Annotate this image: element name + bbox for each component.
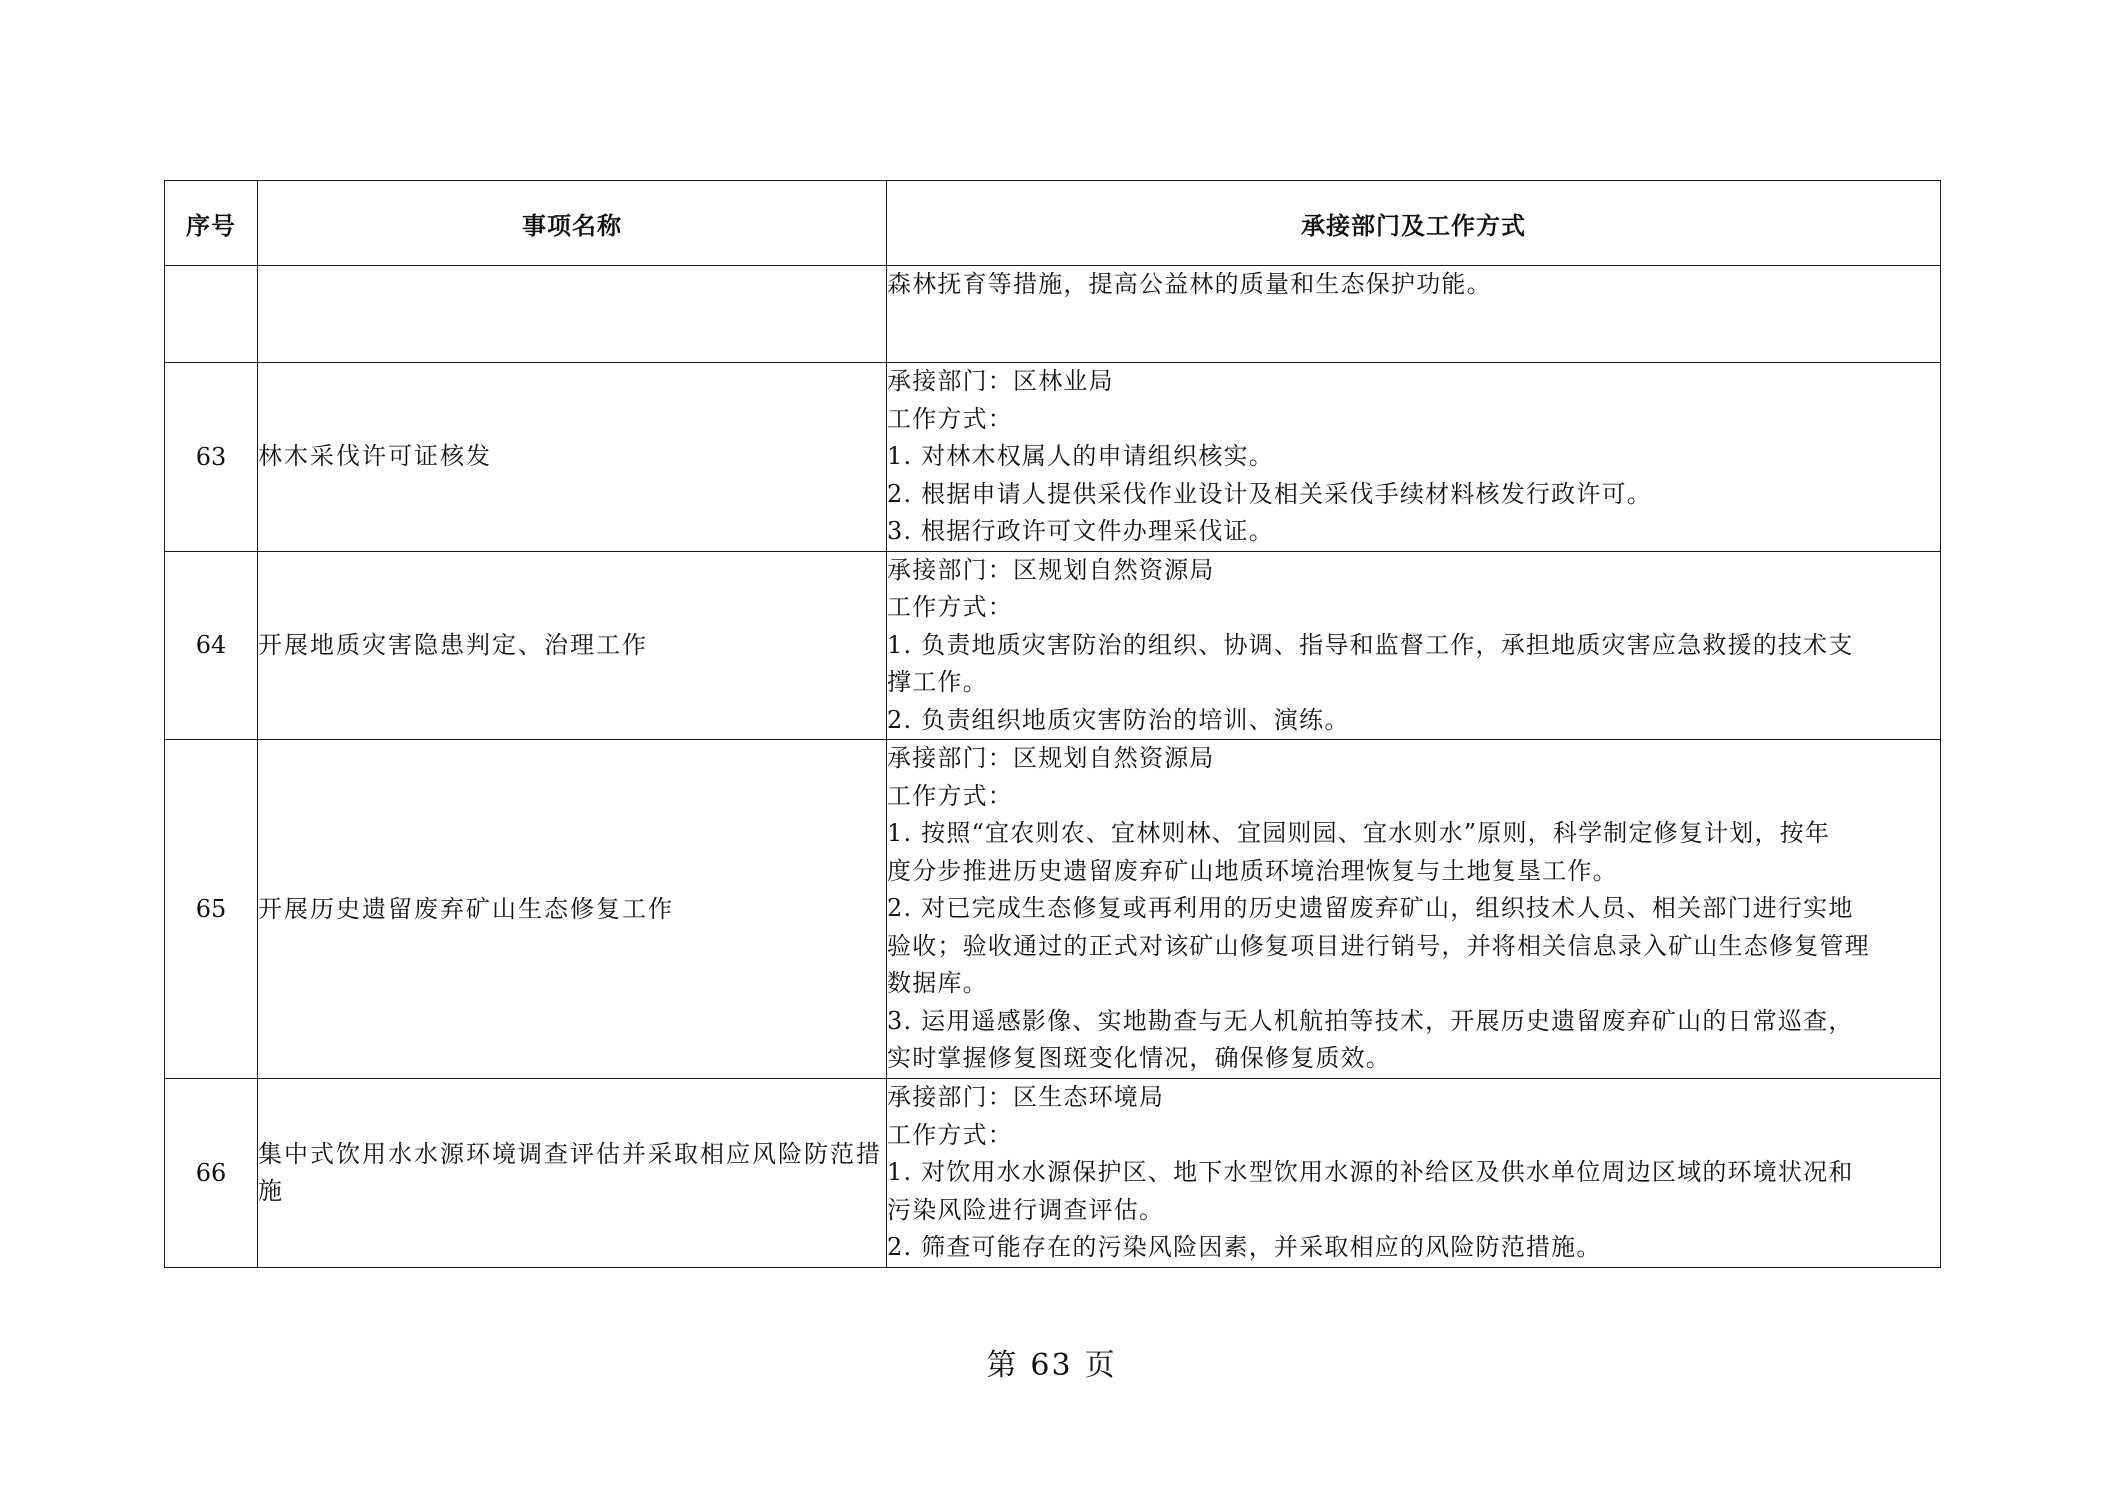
header-no: 序号	[165, 181, 258, 266]
header-detail: 承接部门及工作方式	[887, 181, 1941, 266]
item-name: 林木采伐许可证核发	[258, 363, 887, 552]
row-number	[165, 266, 258, 363]
items-table	[164, 180, 1941, 1268]
page-number-suffix: 页	[1084, 1348, 1117, 1383]
item-detail	[887, 740, 1941, 1079]
detail-line: 度分步推进历史遗留废弃矿山地质环境治理恢复与土地复垦工作。	[887, 856, 1618, 885]
detail-line: 工作方式：	[887, 1120, 1013, 1149]
detail-line: 工作方式：	[887, 593, 1013, 621]
detail-line: 2. 对已完成生态修复或再利用的历史遗留废弃矿山，组织技术人员、相关部门进行实地	[887, 894, 1854, 922]
detail-line: 1. 对饮用水水源保护区、地下水型饮用水源的补给区及供水单位周边区域的环境状况和	[887, 1158, 1854, 1186]
detail-line: 撑工作。	[887, 668, 988, 696]
detail-line: 2. 负责组织地质灾害防治的培训、演练。	[887, 705, 1350, 734]
item-name: 集中式饮用水水源环境调查评估并采取相应风险防范措施	[258, 1079, 887, 1268]
detail-line: 森林抚育等措施，提高公益林的质量和生态保护功能。	[887, 270, 1492, 298]
detail-line: 验收；验收通过的正式对该矿山修复项目进行销号，并将相关信息录入矿山生态修复管理	[887, 931, 1870, 960]
table-row	[165, 551, 1941, 740]
row-number: 66	[165, 1079, 258, 1268]
table-row	[165, 266, 1941, 363]
detail-line: 承接部门：区林业局	[887, 367, 1114, 395]
item-name: 开展历史遗留废弃矿山生态修复工作	[258, 740, 887, 1079]
item-detail	[887, 266, 1941, 363]
detail-line: 承接部门：区规划自然资源局	[887, 555, 1215, 584]
detail-line: 工作方式：	[887, 781, 1013, 810]
item-name	[258, 266, 887, 363]
detail-line: 1. 负责地质灾害防治的组织、协调、指导和监督工作，承担地质灾害应急救援的技术支	[887, 630, 1854, 659]
detail-line: 污染风险进行调查评估。	[887, 1195, 1165, 1224]
table-row	[165, 740, 1941, 1079]
row-number: 63	[165, 363, 258, 552]
item-detail	[887, 1079, 1941, 1268]
detail-line: 数据库。	[887, 969, 988, 997]
detail-line: 1. 对林木权属人的申请组织核实。	[887, 442, 1274, 470]
table-row	[165, 363, 1941, 552]
detail-line: 3. 运用遥感影像、实地勘查与无人机航拍等技术，开展历史遗留废弃矿山的日常巡查，	[887, 1006, 1854, 1035]
table-header-row	[165, 181, 1941, 266]
table-row	[165, 1079, 1941, 1268]
page-number	[0, 1340, 2103, 1384]
item-detail	[887, 363, 1941, 552]
row-number: 65	[165, 740, 258, 1079]
detail-line: 实时掌握修复图斑变化情况，确保修复质效。	[887, 1044, 1391, 1072]
page-number-prefix: 第	[986, 1348, 1019, 1383]
detail-line: 2. 筛查可能存在的污染风险因素，并采取相应的风险防范措施。	[887, 1233, 1602, 1261]
detail-line: 3. 根据行政许可文件办理采伐证。	[887, 517, 1274, 545]
item-name: 开展地质灾害隐患判定、治理工作	[258, 551, 887, 740]
header-name: 事项名称	[258, 181, 887, 266]
detail-line: 承接部门：区规划自然资源局	[887, 744, 1215, 772]
detail-line: 1. 按照“宜农则农、宜林则林、宜园则园、宜水则水”原则，科学制定修复计划，按年	[887, 819, 1831, 847]
detail-line: 承接部门：区生态环境局	[887, 1083, 1165, 1111]
page-number-value: 63	[1030, 1348, 1073, 1383]
item-detail	[887, 551, 1941, 740]
detail-line: 工作方式：	[887, 404, 1013, 433]
detail-line: 2. 根据申请人提供采伐作业设计及相关采伐手续材料核发行政许可。	[887, 479, 1652, 508]
row-number: 64	[165, 551, 258, 740]
